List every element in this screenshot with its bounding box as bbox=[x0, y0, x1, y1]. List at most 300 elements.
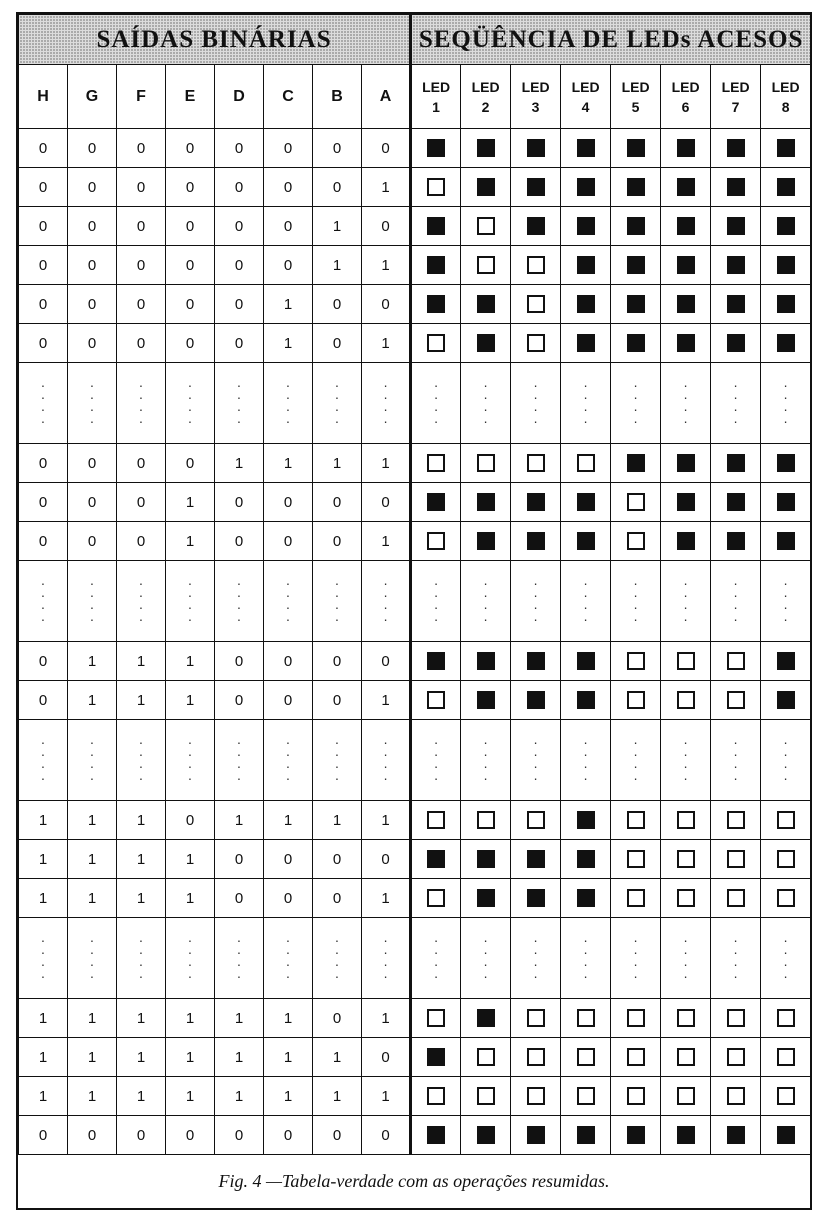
vertical-ellipsis: · · · · bbox=[383, 932, 388, 984]
led-on-square bbox=[477, 178, 495, 196]
led-cell-7 bbox=[711, 642, 761, 681]
vertical-ellipsis: · · · · bbox=[40, 734, 46, 786]
led-cell-8 bbox=[761, 129, 811, 168]
led-on-square bbox=[777, 256, 795, 274]
led-off-square bbox=[677, 1048, 695, 1066]
vertical-ellipsis: · · · · bbox=[334, 575, 340, 627]
led-on-square bbox=[427, 850, 445, 868]
led-cell-4 bbox=[561, 1038, 611, 1077]
truth-table bbox=[18, 14, 811, 1155]
bit-cell-c: 1 bbox=[264, 1038, 313, 1077]
led-on-square bbox=[477, 652, 495, 670]
led-on-square bbox=[427, 493, 445, 511]
led-cell-8 bbox=[761, 168, 811, 207]
led-on-square bbox=[727, 139, 745, 157]
bit-cell-e: 1 bbox=[166, 879, 215, 918]
ellipsis-cell bbox=[511, 363, 561, 444]
table-row bbox=[19, 207, 811, 246]
bit-cell-a: 1 bbox=[362, 681, 411, 720]
led-cell-1 bbox=[411, 444, 461, 483]
bit-cell-h: 0 bbox=[19, 129, 68, 168]
led-cell-3 bbox=[511, 483, 561, 522]
led-cell-5 bbox=[611, 840, 661, 879]
ellipsis-cell bbox=[166, 918, 215, 999]
led-cell-7 bbox=[711, 285, 761, 324]
led-cell-4 bbox=[561, 207, 611, 246]
ellipsis-cell bbox=[215, 561, 264, 642]
led-cell-5 bbox=[611, 246, 661, 285]
led-off-square bbox=[527, 256, 545, 274]
bit-cell-d: 0 bbox=[215, 840, 264, 879]
bit-cell-f: 1 bbox=[117, 999, 166, 1038]
led-header-label: LED bbox=[621, 78, 650, 95]
led-cell-3 bbox=[511, 168, 561, 207]
vertical-ellipsis: · · · · bbox=[236, 734, 242, 786]
bit-cell-f: 0 bbox=[117, 444, 166, 483]
column-header-led-1 bbox=[411, 65, 461, 129]
ellipsis-cell bbox=[68, 918, 117, 999]
bit-cell-g: 1 bbox=[68, 1077, 117, 1116]
led-off-square bbox=[577, 454, 595, 472]
led-off-square bbox=[477, 811, 495, 829]
led-on-square bbox=[427, 1048, 445, 1066]
bit-cell-a: 0 bbox=[362, 642, 411, 681]
bit-cell-b: 0 bbox=[313, 840, 362, 879]
led-on-square bbox=[627, 295, 645, 313]
led-cell-2 bbox=[461, 1038, 511, 1077]
led-off-square bbox=[627, 1087, 645, 1105]
led-cell-6 bbox=[661, 1116, 711, 1155]
bit-cell-d: 0 bbox=[215, 207, 264, 246]
ellipsis-cell bbox=[19, 363, 68, 444]
led-on-square bbox=[477, 1009, 495, 1027]
led-on-square bbox=[527, 889, 545, 907]
vertical-ellipsis: · · · · bbox=[733, 734, 738, 786]
table-row bbox=[19, 483, 811, 522]
ellipsis-cell bbox=[711, 720, 761, 801]
bit-cell-h: 1 bbox=[19, 1038, 68, 1077]
caption-box bbox=[18, 1154, 810, 1208]
vertical-ellipsis: · · · · bbox=[89, 734, 95, 786]
ellipsis-cell bbox=[611, 561, 661, 642]
ellipsis-cell bbox=[561, 720, 611, 801]
led-cell-7 bbox=[711, 483, 761, 522]
led-cell-4 bbox=[561, 483, 611, 522]
bit-cell-d: 0 bbox=[215, 1116, 264, 1155]
led-on-square bbox=[477, 334, 495, 352]
led-off-square bbox=[627, 811, 645, 829]
led-cell-2 bbox=[461, 642, 511, 681]
bit-cell-d: 0 bbox=[215, 246, 264, 285]
led-cell-5 bbox=[611, 444, 661, 483]
bit-cell-h: 0 bbox=[19, 285, 68, 324]
led-cell-3 bbox=[511, 642, 561, 681]
ellipsis-cell bbox=[661, 918, 711, 999]
bit-cell-a: 1 bbox=[362, 246, 411, 285]
led-on-square bbox=[777, 532, 795, 550]
vertical-ellipsis: · · · · bbox=[683, 377, 688, 429]
led-cell-1 bbox=[411, 246, 461, 285]
bit-cell-d: 1 bbox=[215, 1038, 264, 1077]
led-on-square bbox=[727, 217, 745, 235]
bit-cell-b: 0 bbox=[313, 999, 362, 1038]
column-header-f: F bbox=[117, 65, 166, 129]
bit-cell-a: 0 bbox=[362, 129, 411, 168]
led-cell-6 bbox=[661, 129, 711, 168]
bit-cell-c: 1 bbox=[264, 801, 313, 840]
bit-cell-g: 0 bbox=[68, 483, 117, 522]
led-cell-2 bbox=[461, 879, 511, 918]
bit-cell-e: 1 bbox=[166, 642, 215, 681]
figure-caption: Fig. 4 —Tabela-verdade com as operações resumidas. bbox=[218, 1170, 610, 1191]
table-row bbox=[19, 1038, 811, 1077]
ellipsis-cell bbox=[411, 363, 461, 444]
ellipsis-cell bbox=[411, 720, 461, 801]
column-header-b: B bbox=[313, 65, 362, 129]
led-off-square bbox=[727, 811, 745, 829]
led-cell-2 bbox=[461, 168, 511, 207]
led-cell-2 bbox=[461, 1116, 511, 1155]
led-cell-4 bbox=[561, 324, 611, 363]
ellipsis-cell bbox=[264, 720, 313, 801]
led-on-square bbox=[427, 256, 445, 274]
led-header-number: 5 bbox=[631, 98, 640, 115]
ellipsis-cell bbox=[117, 720, 166, 801]
bit-cell-h: 0 bbox=[19, 246, 68, 285]
led-off-square bbox=[427, 334, 445, 352]
bit-cell-b: 0 bbox=[313, 522, 362, 561]
ellipsis-cell bbox=[313, 561, 362, 642]
led-header-label: LED bbox=[771, 78, 800, 95]
bit-cell-f: 1 bbox=[117, 879, 166, 918]
led-cell-2 bbox=[461, 444, 511, 483]
led-header-number: 6 bbox=[681, 98, 690, 115]
bit-cell-f: 1 bbox=[117, 1077, 166, 1116]
bit-cell-a: 1 bbox=[362, 879, 411, 918]
led-cell-3 bbox=[511, 840, 561, 879]
figure-frame bbox=[16, 12, 812, 1210]
bit-cell-a: 1 bbox=[362, 168, 411, 207]
led-off-square bbox=[727, 1009, 745, 1027]
led-cell-2 bbox=[461, 129, 511, 168]
bit-cell-a: 1 bbox=[362, 324, 411, 363]
ellipsis-cell bbox=[511, 918, 561, 999]
vertical-ellipsis: · · · · bbox=[187, 734, 193, 786]
bit-cell-c: 1 bbox=[264, 285, 313, 324]
ellipsis-row bbox=[19, 561, 811, 642]
led-cell-1 bbox=[411, 801, 461, 840]
led-on-square bbox=[777, 295, 795, 313]
led-on-square bbox=[477, 1126, 495, 1144]
ellipsis-cell bbox=[411, 918, 461, 999]
led-cell-6 bbox=[661, 1077, 711, 1116]
table-row bbox=[19, 801, 811, 840]
led-cell-4 bbox=[561, 1116, 611, 1155]
ellipsis-cell bbox=[461, 918, 511, 999]
led-header-number: 8 bbox=[781, 98, 790, 115]
bit-cell-h: 1 bbox=[19, 840, 68, 879]
led-on-square bbox=[577, 178, 595, 196]
led-off-square bbox=[527, 1048, 545, 1066]
led-off-square bbox=[727, 889, 745, 907]
led-off-square bbox=[477, 217, 495, 235]
bit-cell-h: 1 bbox=[19, 999, 68, 1038]
led-cell-8 bbox=[761, 285, 811, 324]
led-on-square bbox=[427, 295, 445, 313]
ellipsis-row bbox=[19, 363, 811, 444]
bit-cell-g: 0 bbox=[68, 522, 117, 561]
led-on-square bbox=[627, 256, 645, 274]
led-cell-6 bbox=[661, 522, 711, 561]
led-cell-6 bbox=[661, 681, 711, 720]
vertical-ellipsis: · · · · bbox=[783, 377, 788, 429]
vertical-ellipsis: · · · · bbox=[483, 734, 488, 786]
led-cell-1 bbox=[411, 129, 461, 168]
led-cell-8 bbox=[761, 207, 811, 246]
led-cell-3 bbox=[511, 879, 561, 918]
led-cell-7 bbox=[711, 324, 761, 363]
vertical-ellipsis: · · · · bbox=[40, 575, 46, 627]
table-row bbox=[19, 879, 811, 918]
led-cell-1 bbox=[411, 999, 461, 1038]
led-off-square bbox=[677, 850, 695, 868]
bit-cell-e: 0 bbox=[166, 1116, 215, 1155]
bit-cell-h: 0 bbox=[19, 324, 68, 363]
vertical-ellipsis: · · · · bbox=[236, 575, 242, 627]
vertical-ellipsis: · · · · bbox=[383, 575, 388, 627]
led-cell-3 bbox=[511, 324, 561, 363]
bit-cell-f: 1 bbox=[117, 681, 166, 720]
vertical-ellipsis: · · · · bbox=[187, 575, 193, 627]
table-row bbox=[19, 129, 811, 168]
led-on-square bbox=[627, 139, 645, 157]
led-off-square bbox=[627, 493, 645, 511]
bit-cell-g: 0 bbox=[68, 129, 117, 168]
ellipsis-cell bbox=[117, 561, 166, 642]
led-cell-3 bbox=[511, 444, 561, 483]
table-row bbox=[19, 1116, 811, 1155]
led-on-square bbox=[427, 1126, 445, 1144]
led-on-square bbox=[677, 334, 695, 352]
led-cell-1 bbox=[411, 642, 461, 681]
bit-cell-a: 0 bbox=[362, 1038, 411, 1077]
column-header-d: D bbox=[215, 65, 264, 129]
bit-cell-g: 0 bbox=[68, 207, 117, 246]
bit-cell-e: 0 bbox=[166, 324, 215, 363]
led-off-square bbox=[577, 1087, 595, 1105]
led-off-square bbox=[727, 1048, 745, 1066]
led-cell-8 bbox=[761, 483, 811, 522]
ellipsis-cell bbox=[68, 363, 117, 444]
bit-cell-f: 1 bbox=[117, 1038, 166, 1077]
led-cell-5 bbox=[611, 642, 661, 681]
bit-cell-e: 0 bbox=[166, 801, 215, 840]
led-cell-1 bbox=[411, 1038, 461, 1077]
led-cell-4 bbox=[561, 285, 611, 324]
led-on-square bbox=[527, 1126, 545, 1144]
led-on-square bbox=[477, 691, 495, 709]
led-on-square bbox=[727, 454, 745, 472]
vertical-ellipsis: · · · · bbox=[138, 734, 144, 786]
bit-cell-e: 1 bbox=[166, 999, 215, 1038]
ellipsis-cell bbox=[661, 720, 711, 801]
led-cell-7 bbox=[711, 207, 761, 246]
led-cell-6 bbox=[661, 999, 711, 1038]
led-cell-1 bbox=[411, 285, 461, 324]
bit-cell-f: 0 bbox=[117, 246, 166, 285]
bit-cell-g: 1 bbox=[68, 879, 117, 918]
led-on-square bbox=[527, 493, 545, 511]
bit-cell-h: 0 bbox=[19, 642, 68, 681]
led-cell-2 bbox=[461, 483, 511, 522]
led-on-square bbox=[477, 889, 495, 907]
bit-cell-h: 1 bbox=[19, 1077, 68, 1116]
led-cell-4 bbox=[561, 801, 611, 840]
led-header-number: 7 bbox=[731, 98, 740, 115]
vertical-ellipsis: · · · · bbox=[733, 377, 738, 429]
bit-cell-b: 1 bbox=[313, 246, 362, 285]
led-cell-7 bbox=[711, 840, 761, 879]
led-on-square bbox=[477, 532, 495, 550]
vertical-ellipsis: · · · · bbox=[383, 734, 388, 786]
led-on-square bbox=[627, 178, 645, 196]
table-row bbox=[19, 522, 811, 561]
bit-cell-d: 0 bbox=[215, 168, 264, 207]
bit-cell-a: 0 bbox=[362, 1116, 411, 1155]
bit-cell-f: 0 bbox=[117, 1116, 166, 1155]
led-cell-7 bbox=[711, 999, 761, 1038]
led-cell-5 bbox=[611, 1077, 661, 1116]
table-row bbox=[19, 246, 811, 285]
bit-cell-d: 1 bbox=[215, 1077, 264, 1116]
led-on-square bbox=[627, 217, 645, 235]
led-cell-8 bbox=[761, 840, 811, 879]
ellipsis-cell bbox=[117, 918, 166, 999]
ellipsis-cell bbox=[264, 561, 313, 642]
bit-cell-d: 1 bbox=[215, 999, 264, 1038]
vertical-ellipsis: · · · · bbox=[683, 734, 688, 786]
vertical-ellipsis: · · · · bbox=[433, 932, 439, 984]
vertical-ellipsis: · · · · bbox=[583, 734, 588, 786]
vertical-ellipsis: · · · · bbox=[433, 575, 439, 627]
led-cell-3 bbox=[511, 801, 561, 840]
vertical-ellipsis: · · · · bbox=[633, 575, 638, 627]
led-cell-1 bbox=[411, 324, 461, 363]
ellipsis-cell bbox=[761, 918, 811, 999]
led-cell-3 bbox=[511, 681, 561, 720]
led-off-square bbox=[627, 652, 645, 670]
bit-cell-f: 0 bbox=[117, 522, 166, 561]
led-cell-6 bbox=[661, 444, 711, 483]
bit-cell-d: 0 bbox=[215, 681, 264, 720]
led-cell-8 bbox=[761, 1116, 811, 1155]
led-off-square bbox=[627, 889, 645, 907]
bit-cell-a: 0 bbox=[362, 207, 411, 246]
bit-cell-b: 0 bbox=[313, 285, 362, 324]
led-off-square bbox=[577, 1048, 595, 1066]
ellipsis-cell bbox=[19, 720, 68, 801]
bit-cell-f: 1 bbox=[117, 801, 166, 840]
led-on-square bbox=[527, 217, 545, 235]
bit-cell-b: 0 bbox=[313, 168, 362, 207]
bit-cell-b: 1 bbox=[313, 801, 362, 840]
ellipsis-cell bbox=[166, 561, 215, 642]
led-on-square bbox=[577, 139, 595, 157]
led-cell-4 bbox=[561, 444, 611, 483]
led-off-square bbox=[627, 850, 645, 868]
led-on-square bbox=[627, 454, 645, 472]
led-off-square bbox=[427, 691, 445, 709]
vertical-ellipsis: · · · · bbox=[89, 575, 95, 627]
led-off-square bbox=[527, 1087, 545, 1105]
vertical-ellipsis: · · · · bbox=[89, 932, 95, 984]
bit-cell-b: 0 bbox=[313, 879, 362, 918]
bit-cell-b: 0 bbox=[313, 681, 362, 720]
bit-cell-c: 0 bbox=[264, 483, 313, 522]
vertical-ellipsis: · · · · bbox=[683, 575, 688, 627]
column-header-led-5 bbox=[611, 65, 661, 129]
bit-cell-a: 1 bbox=[362, 444, 411, 483]
column-header-c: C bbox=[264, 65, 313, 129]
bit-cell-a: 1 bbox=[362, 801, 411, 840]
led-cell-1 bbox=[411, 483, 461, 522]
ellipsis-cell bbox=[166, 363, 215, 444]
led-cell-7 bbox=[711, 129, 761, 168]
bit-cell-e: 1 bbox=[166, 522, 215, 561]
table-row bbox=[19, 324, 811, 363]
led-cell-1 bbox=[411, 681, 461, 720]
bit-cell-c: 0 bbox=[264, 840, 313, 879]
led-off-square bbox=[477, 454, 495, 472]
led-cell-1 bbox=[411, 1077, 461, 1116]
led-off-square bbox=[527, 334, 545, 352]
ellipsis-cell bbox=[313, 918, 362, 999]
led-on-square bbox=[477, 295, 495, 313]
led-off-square bbox=[677, 889, 695, 907]
ellipsis-cell bbox=[68, 561, 117, 642]
led-off-square bbox=[427, 454, 445, 472]
bit-cell-g: 1 bbox=[68, 642, 117, 681]
bit-cell-c: 0 bbox=[264, 207, 313, 246]
led-off-square bbox=[677, 652, 695, 670]
led-cell-7 bbox=[711, 1116, 761, 1155]
vertical-ellipsis: · · · · bbox=[138, 377, 144, 429]
led-on-square bbox=[777, 1126, 795, 1144]
led-cell-1 bbox=[411, 207, 461, 246]
led-header-label: LED bbox=[571, 78, 600, 95]
column-header-a: A bbox=[362, 65, 411, 129]
table-row bbox=[19, 444, 811, 483]
ellipsis-cell bbox=[711, 561, 761, 642]
vertical-ellipsis: · · · · bbox=[533, 932, 538, 984]
bit-cell-g: 1 bbox=[68, 999, 117, 1038]
led-cell-3 bbox=[511, 999, 561, 1038]
led-off-square bbox=[677, 811, 695, 829]
bit-cell-b: 0 bbox=[313, 1116, 362, 1155]
led-off-square bbox=[677, 691, 695, 709]
led-cell-3 bbox=[511, 129, 561, 168]
table-row bbox=[19, 681, 811, 720]
bit-cell-a: 1 bbox=[362, 999, 411, 1038]
bit-cell-d: 1 bbox=[215, 801, 264, 840]
led-off-square bbox=[527, 1009, 545, 1027]
vertical-ellipsis: · · · · bbox=[533, 575, 538, 627]
ellipsis-cell bbox=[215, 720, 264, 801]
led-on-square bbox=[577, 295, 595, 313]
led-off-square bbox=[627, 1009, 645, 1027]
led-cell-5 bbox=[611, 168, 661, 207]
led-off-square bbox=[777, 1048, 795, 1066]
